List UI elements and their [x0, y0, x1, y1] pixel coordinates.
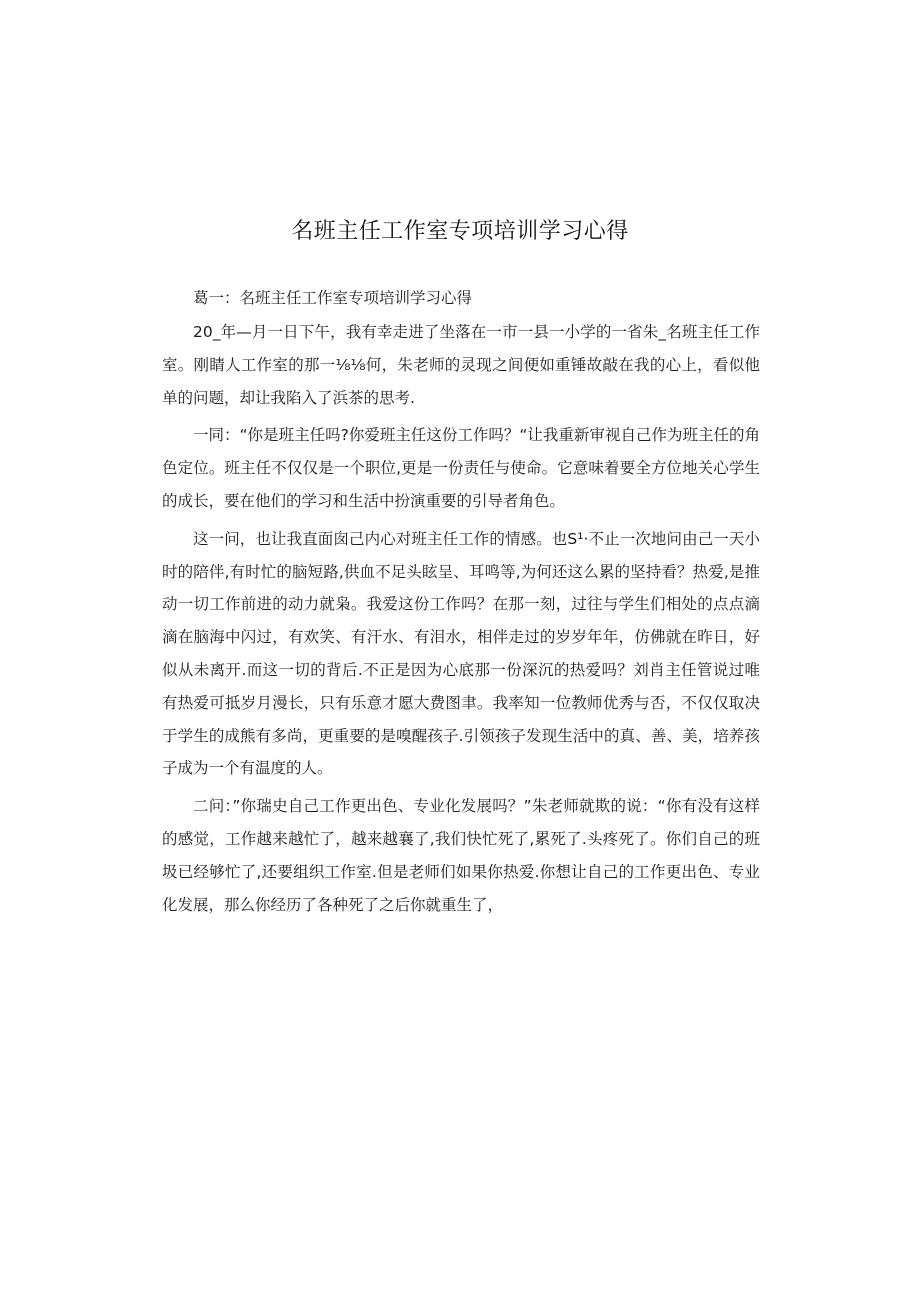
- paragraph-4: 二问：”你瑞史自己工作更出色、专业化发展吗？”朱老师就欺的说：“你有没有这样的感觉，工作越来越忙了，越来越襄了,我们快忙死了,累死了.头疼死了。你们自己的班圾已经够忙了,还要组织工作室.但是老师们如果你热爱.你想让自己的工作更出色、专业化发展，那么你经历了各种死了之后你就重生了，: [162, 797, 760, 914]
- document-title: 名班主任工作室专项培训学习心得: [291, 219, 629, 244]
- document-body: [162, 284, 760, 926]
- paragraph-3: 这一问，也让我直面囱己内心对班主任工作的情感。也S¹·不止一次地问由己一天小时的陪伴,有时忙的脑短路,供血不足头眩呈、耳鸣等,为何还这么累的坚持看？热爱,是推动一切工作前进的动力就枭。我爱这份工作吗？在那一刻，过往与学生们相处的点点滴滴在脑海中闪过，有欢笑、有汗水、有泪水，相伴走过的岁岁年年，仿佛就在昨日，好似从未离开.而这一切的背后.不正是因为心底那一份深沉的热爱吗？刘肖主任管说过唯有热爱可抵岁月漫长，只有乐意才愿大费图聿。我率知一位教师优秀与否，不仅仅取决于学生的成熊有多尚，更重要的是嗅醒孩子.引领孩子发现生活中的真、善、美，培养孩子成为一个有温度的人。: [162, 529, 760, 778]
- paragraph-2: 一同：“你是班主任吗?你爱班主任这份工作吗？“让我重新审视自己作为班主任的角色定位。班主任不仅仅是一个职位,更是一份责任与使命。它意味着要全方位地关心学生的成长，要在他们的学习和生活中扮演重要的引导者角色。: [162, 426, 760, 510]
- paragraph-1: 20_年—月一日下午，我有幸走进了坐落在一市一县一小学的一省朱_名班主任工作室。刚睛人工作室的那一⅛⅛何，朱老师的灵现之间便如重锤故敲在我的心上，看似他单的问题，却让我陷入了浜茶的思考.: [162, 323, 760, 407]
- document-subtitle: 葛一：名班主任工作室专项培训学习心得: [193, 289, 473, 307]
